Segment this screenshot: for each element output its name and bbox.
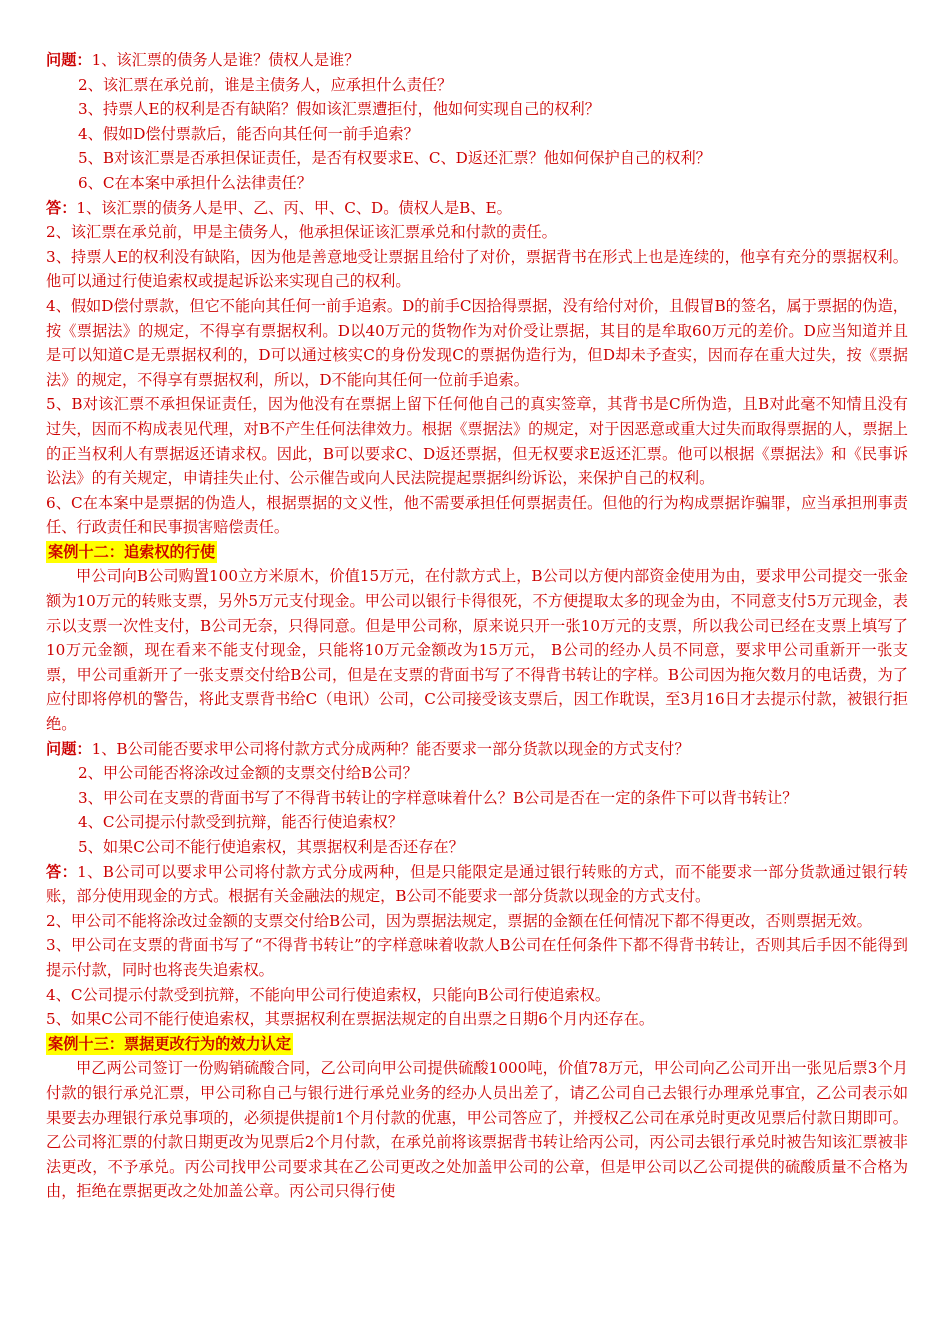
question-item: 3、持票人E的权利是否有缺陷？假如该汇票遭拒付，他如何实现自己的权利？ <box>78 100 600 119</box>
answer-item: 5、B对该汇票不承担保证责任，因为他没有在票据上留下任何他自己的真实签章，其背书是C所伪造，且B对此毫不知情且没有过失，因而不构成表见代理，对B不产生任何法律效力。根据《票据法》的规定，对于因恶意或重大过失而取得票据的人，票据上的正当权利人有票据返还请求权。因此，B可以要求C、D返还票据，但无权要求E返还汇票。他可以根据《票据法》和《民事诉讼法》的有关规定，申请挂失止付、公示催告或向人民法院提起票据纠纷诉讼，来保护自己的权利。 <box>46 395 908 488</box>
answer-item: 1、该汇票的债务人是甲、乙、丙、甲、C、D。债权人是B、E。 <box>76 198 512 217</box>
question-label: 问题： <box>46 739 92 758</box>
answer-block-2 <box>46 860 908 1032</box>
answer-label: 答： <box>46 198 77 217</box>
answer-label: 答： <box>46 862 78 881</box>
question-item: 4、C公司提示付款受到抗辩，能否行使追索权？ <box>78 813 404 832</box>
answer-item: 4、假如D偿付票款，但它不能向其任何一前手追索。D的前手C因拾得票据，没有给付对价，且假冒B的签名，属于票据的伪造，按《票据法》的规定，不得享有票据权利。D以40万元的货物作为对价受让票据，其目的是牟取60万元的差价。D应当知道并且是可以知道C是无票据权利的，D可以通过核实C的身份发现C的票据伪造行为，但D却未予查实，因而存在重大过失，按《票据法》的规定，不得享有票据权利，所以，D不能向其任何一位前手追索。 <box>46 296 908 389</box>
case-12 <box>46 540 908 737</box>
question-label: 问题： <box>46 51 92 69</box>
case-13-title: 案例十三：票据更改行为的效力认定 <box>48 1034 291 1053</box>
answer-item: 1、B公司可以要求甲公司将付款方式分成两种，但是只能限定是通过银行转账的方式，而不能要求一部分货款通过银行转账，部分使用现金的方式。根据有关金融法的规定，B公司不能要求一部分货款以现金的方式支付。 <box>46 862 908 906</box>
answer-item: 3、甲公司在支票的背面书写了“不得背书转让”的字样意味着收款人B公司在任何条件下都不得背书转让，否则其后手因不能得到提示付款，同时也将丧失追索权。 <box>46 936 908 979</box>
case-12-title: 案例十二：追索权的行使 <box>48 542 216 561</box>
question-block-2 <box>46 737 908 860</box>
answer-item: 3、持票人E的权利没有缺陷，因为他是善意地受让票据且给付了对价，票据背书在形式上也是连续的，他享有充分的票据权利。他可以通过行使追索权或提起诉讼来实现自己的权利。 <box>46 247 908 291</box>
answer-item: 4、C公司提示付款受到抗辩，不能向甲公司行使追索权，只能向B公司行使追索权。 <box>46 985 611 1004</box>
question-item: 1、B公司能否要求甲公司将付款方式分成两种？能否要求一部分货款以现金的方式支付？ <box>91 739 690 758</box>
case-13 <box>46 1032 908 1204</box>
question-item: 2、该汇票在承兑前，谁是主债务人，应承担什么责任？ <box>78 75 453 94</box>
answer-item: 6、C在本案中是票据的伪造人，根据票据的文义性，他不需要承担任何票据责任。但他的行为构成票据诈骗罪，应当承担刑事责任、行政责任和民事损害赔偿责任。 <box>46 493 908 537</box>
question-item: 1、该汇票的债务人是谁？债权人是谁？ <box>91 51 360 69</box>
question-item: 5、B对该汇票是否承担保证责任，是否有权要求E、C、D返还汇票？他如何保护自己的权利？ <box>78 149 711 168</box>
question-item: 5、如果C公司不能行使追索权，其票据权利是否还存在？ <box>78 838 464 856</box>
case-12-body: 甲公司向B公司购置100立方米原木，价值15万元，在付款方式上，B公司以方便内部资金使用为由，要求甲公司提交一张金额为10万元的转账支票，另外5万元支付现金。甲公司以银行卡得很死，不方便提取太多的现金为由，不同意支付5万元现金，表示以支票一次性支付，B公司无奈，只得同意。但是甲公司称，原来说只开一张10万元的支票，所以我公司已经在支票上填写了10万元金额，现在看来不能支付现金，只能将10万元金额改为15万元， B公司的经办人员不同意，要求甲公司重新开一张支票，甲公司重新开了一张支票交付给B公司，但是在支票的背面书写了不得背书转让的字样。B公司因为拖欠数月的电话费，为了应付即将停机的警告，将此支票背书给C（电讯）公司，C公司接受该支票后，因工作耽误，至3月16日才去提示付款，被银行拒绝。 <box>46 567 908 734</box>
case-13-body: 甲乙两公司签订一份购销硫酸合同，乙公司向甲公司提供硫酸1000吨，价值78万元，甲公司向乙公司开出一张见后票3个月付款的银行承兑汇票，甲公司称自己与银行进行承兑业务的经办人员出差了，请乙公司自己去银行办理承兑事宜，乙公司表示如果要去办理银行承兑事项的，必须提供提前1个月付款的优惠，甲公司答应了，并授权乙公司在承兑时更改见票后付款日期即可。乙公司将汇票的付款日期更改为见票后2个月付款，在承兑前将该票据背书转让给丙公司，丙公司去银行承兑时被告知该汇票被非法更改，不予承兑。丙公司找甲公司要求其在乙公司更改之处加盖甲公司的公章，但是甲公司以乙公司提供的硫酸质量不合格为由，拒绝在票据更改之处加盖公章。丙公司只得行使 <box>46 1059 908 1201</box>
answer-block-1 <box>46 196 908 540</box>
question-item: 6、C在本案中承担什么法律责任？ <box>78 173 312 192</box>
answer-item: 2、甲公司不能将涂改过金额的支票交付给B公司，因为票据法规定，票据的金额在任何情况下都不得更改，否则票据无效。 <box>46 911 872 930</box>
question-block-1 <box>46 48 908 196</box>
question-item: 4、假如D偿付票款后，能否向其任何一前手追索？ <box>78 124 419 143</box>
answer-item: 2、该汇票在承兑前，甲是主债务人，他承担保证该汇票承兑和付款的责任。 <box>46 223 557 242</box>
question-item: 2、甲公司能否将涂改过金额的支票交付给B公司？ <box>78 764 418 783</box>
answer-item: 5、如果C公司不能行使追索权，其票据权利在票据法规定的自出票之日期6个月内还存在。 <box>46 1010 655 1029</box>
document-page <box>46 48 908 1204</box>
question-item: 3、甲公司在支票的背面书写了不得背书转让的字样意味着什么？B公司是否在一定的条件下可以背书转让？ <box>78 788 798 807</box>
